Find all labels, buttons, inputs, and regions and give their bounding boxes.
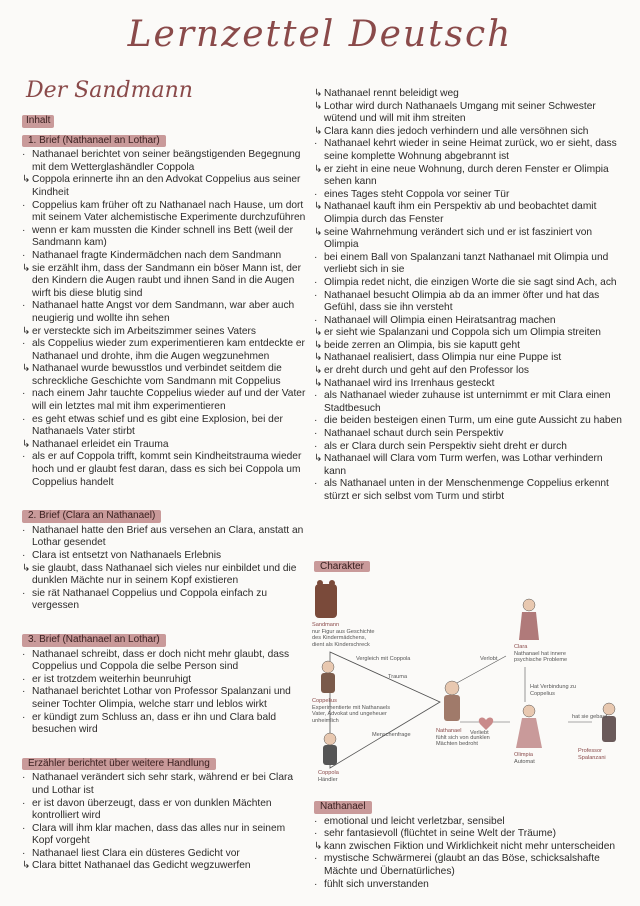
bullet-icon: ↳ — [314, 365, 323, 377]
item-text: als er Clara durch sein Perspektiv sieht dreht er durch — [324, 440, 567, 452]
list-item — [314, 428, 624, 441]
list-item — [22, 550, 306, 563]
list-item — [314, 879, 624, 892]
bullet-icon: · — [22, 338, 26, 350]
item-text: Nathanael will Clara vom Turm werfen, was Lothar verhindern kann — [324, 453, 603, 477]
item-text: Nathanael kehrt wieder in seine Heimat zurück, wo er sieht, dass seine komplette Wohnung abgebrannt ist — [324, 138, 617, 162]
section-heading: Erzähler berichtet über weitere Handlung — [22, 758, 216, 771]
item-text: nach einem Jahr tauchte Coppelius wieder auf und der Vater will ein letztes mal mit ihm experimentieren — [32, 388, 306, 413]
item-text: eines Tages steht Coppola vor seiner Tür — [324, 188, 510, 200]
list-item — [314, 390, 624, 415]
rel-menschenfrage: Menschenfrage — [372, 732, 411, 738]
coppelius-icon — [316, 660, 340, 696]
item-text: Nathanael verändert sich sehr stark, während er bei Clara und Lothar ist — [32, 772, 294, 796]
item-text: Nathanael berichtet von seiner beängstigenden Begegnung mit dem Wetterglashändler Coppola — [32, 149, 301, 173]
item-text: Clara kann dies jedoch verhindern und alle versöhnen sich — [324, 125, 589, 137]
bullet-icon: ↳ — [314, 88, 323, 99]
list-item — [314, 327, 624, 340]
list-item — [314, 816, 624, 829]
coppelius-desc: Experimentierte mit Nathanaels Vater, Advokat und ungeheuer unheimlich — [312, 704, 391, 724]
bullet-icon: ↳ — [314, 377, 323, 389]
coppola-name: Coppola — [318, 770, 339, 776]
bullet-icon: · — [22, 711, 26, 723]
bullet-icon: · — [22, 199, 26, 211]
list-item — [314, 841, 624, 854]
list-item — [22, 823, 306, 848]
item-text: Lothar wird durch Nathanaels Umgang mit seiner Schwester wütend und will mit ihm streiten — [324, 100, 596, 125]
bullet-icon: ↳ — [314, 339, 323, 351]
item-text: Nathanael hatte Angst vor dem Sandmann, war aber auch neugierig und wollte ihn sehen — [32, 300, 295, 324]
bullet-icon: · — [22, 822, 26, 834]
list-item — [314, 441, 624, 454]
item-text: Nathanael besucht Olimpia ab da an immer öfter und hat das Gefühl, dass sie ihn versteht — [324, 289, 600, 314]
sandmann-caption — [312, 622, 376, 648]
item-text: als Nathanael wieder zuhause ist unternimmt er mit Clara einen Stadtbesuch — [324, 390, 611, 414]
item-text: Clara will ihm klar machen, dass das alles nur in seinem Kopf vorgeht — [32, 822, 286, 847]
bullet-icon: · — [314, 314, 318, 326]
list-item — [22, 388, 306, 413]
list-item — [22, 451, 306, 489]
bullet-icon: · — [314, 138, 318, 150]
bullet-icon: ↳ — [314, 352, 323, 364]
list-item — [314, 378, 624, 391]
bullet-icon: · — [314, 815, 318, 827]
bullet-icon: · — [314, 276, 318, 288]
item-text: Nathanael fragte Kindermädchen nach dem Sandmann — [32, 249, 282, 261]
clara-name: Clara — [514, 644, 528, 650]
inhalt-label: Inhalt — [22, 115, 54, 128]
bullet-icon: ↳ — [314, 100, 323, 112]
coppelius-caption — [312, 698, 392, 724]
bullet-icon: · — [314, 415, 318, 427]
list-item — [22, 363, 306, 388]
list-item — [22, 588, 306, 613]
list-item — [22, 326, 306, 339]
item-text: Nathanael wurde bewusstlos und verbindet seitdem die schreckliche Geschichte vom Sandmann mit Coppelius — [32, 363, 282, 387]
rel-verlobt: Verlobt — [480, 656, 498, 662]
spalanzani-icon — [596, 702, 622, 744]
spacer — [22, 737, 306, 753]
bullet-icon: ↳ — [314, 453, 323, 465]
bullet-icon: · — [314, 878, 318, 890]
item-text: Nathanael schaut durch sein Perspektiv — [324, 428, 504, 440]
item-text: Nathanael schreibt, dass er doch nicht mehr glaubt, dass Coppelius und Coppola die selbe Person sind — [32, 648, 290, 673]
spacer — [22, 489, 306, 505]
bullet-icon: ↳ — [314, 840, 323, 852]
item-text: Nathanael realisiert, dass Olimpia nur eine Puppe ist — [324, 352, 562, 364]
rel-trauma: Trauma — [388, 674, 408, 680]
work-title: Der Sandmann — [26, 78, 193, 103]
bullet-icon: ↳ — [22, 174, 31, 186]
coppola-desc: Händler — [318, 776, 338, 783]
bullet-icon: · — [22, 673, 26, 685]
left-column — [22, 110, 306, 873]
section-heading: 2. Brief (Clara an Nathanael) — [22, 510, 161, 523]
bullet-icon: · — [314, 828, 318, 840]
item-text: Nathanael erleidet ein Trauma — [32, 438, 169, 450]
page-title: Lernzettel Deutsch — [127, 14, 513, 55]
item-text: sehr fantasievoll (flüchtet in seine Welt der Träume) — [324, 828, 556, 840]
olimpia-desc: Automat — [514, 758, 535, 765]
list-item — [22, 250, 306, 263]
nathanael-traits — [314, 816, 624, 892]
bullet-icon: ↳ — [314, 163, 323, 175]
list-item — [314, 453, 624, 478]
bullet-icon: ↳ — [22, 262, 31, 274]
list-item — [314, 290, 624, 315]
item-text: seine Wahrnehmung verändert sich und er ist fasziniert von Olimpia — [324, 226, 593, 251]
item-text: er versteckte sich im Arbeitszimmer seines Vaters — [32, 325, 256, 337]
item-text: er sieht wie Spalanzani und Coppola sich um Olimpia streiten — [324, 327, 601, 339]
item-text: fühlt sich unverstanden — [324, 878, 429, 890]
sandmann-name: Sandmann — [312, 622, 340, 628]
list-item — [314, 126, 624, 139]
list-item — [314, 277, 624, 290]
item-text: Clara ist entsetzt von Nathanaels Erlebnis — [32, 550, 222, 561]
bullet-icon: · — [314, 289, 318, 301]
bullet-icon: · — [314, 251, 318, 263]
item-text: Nathanael will Olimpia einen Heiratsantrag machen — [324, 314, 556, 326]
bullet-icon: ↳ — [314, 226, 323, 238]
bullet-icon: · — [314, 853, 318, 865]
bullet-icon: · — [22, 249, 26, 261]
list-item — [22, 649, 306, 674]
list-item — [22, 263, 306, 301]
coppelius-name: Coppelius — [312, 698, 337, 704]
list-item — [22, 174, 306, 199]
list-item — [314, 189, 624, 202]
list-item — [22, 225, 306, 250]
list-item — [314, 164, 624, 189]
bullet-icon: · — [314, 478, 318, 490]
rel-gebaut: hat sie gebaut — [572, 714, 608, 720]
item-text: er zieht in eine neue Wohnung, durch deren Fenster er Olimpia sehen kann — [324, 163, 609, 188]
bullet-icon: ↳ — [314, 327, 323, 339]
item-text: kann zwischen Fiktion und Wirklichkeit nicht mehr unterscheiden — [324, 840, 616, 852]
nathanael-desc: fühlt sich von dunklen Mächten bedroht — [436, 734, 490, 748]
list-item — [22, 300, 306, 325]
bullet-icon: · — [22, 772, 26, 784]
right-column — [314, 88, 624, 504]
list-item — [22, 848, 306, 861]
spalanzani-caption — [578, 748, 630, 761]
list-item — [22, 686, 306, 711]
item-text: als Coppelius wieder zum experimentieren kam entdeckte er Nathanael und drohte, ihm die Augen wegzunehmen — [32, 338, 305, 362]
list-item — [314, 828, 624, 841]
item-text: Nathanael berichtet Lothar von Professor Spalanzani und seiner Tochter Olimpia, welche starr und leblos wirkt — [32, 686, 291, 710]
item-text: sie glaubt, dass Nathanael sich vieles nur einbildet und die dunklen Mächte nur in seinem Kopf existieren — [32, 562, 297, 587]
bullet-icon: ↳ — [22, 438, 31, 450]
bullet-icon: ↳ — [22, 860, 31, 872]
bullet-icon: · — [22, 451, 26, 463]
list-item — [314, 315, 624, 328]
charakter-label: Charakter — [314, 561, 370, 572]
section-heading: 1. Brief (Nathanael an Lothar) — [22, 135, 166, 148]
bullet-icon: · — [22, 686, 26, 698]
item-text: Nathanael rennt beleidigt weg — [324, 88, 459, 99]
list-item — [22, 149, 306, 174]
item-text: beide zerren an Olimpia, bis sie kaputt geht — [324, 339, 520, 351]
item-text: emotional und leicht verletzbar, sensibel — [324, 815, 505, 827]
item-text: Nathanael kauft ihm ein Perspektiv ab und beobachtet damit Olimpia durch das Fenster — [324, 201, 597, 225]
list-item — [314, 352, 624, 365]
list-item — [22, 525, 306, 550]
item-text: Coppelius kam früher oft zu Nathanael nach Hause, um dort mit seinem Vater alchemistische Experimente durchzuführen — [32, 199, 306, 224]
coppola-icon — [318, 732, 342, 768]
bullet-icon: · — [22, 587, 26, 599]
list-item — [22, 674, 306, 687]
rel-verliebt: Verliebt — [470, 730, 489, 736]
bullet-icon: · — [22, 388, 26, 400]
olimpia-caption — [514, 752, 564, 765]
item-text: sie rät Nathanael Coppelius und Coppola einfach zu vergessen — [32, 587, 268, 612]
item-text: Coppola erinnerte ihn an den Advokat Coppelius aus seiner Kindheit — [32, 174, 301, 198]
bullet-icon: · — [22, 648, 26, 660]
bullet-icon: · — [22, 300, 26, 312]
bullet-icon: · — [314, 390, 318, 402]
list-item — [22, 439, 306, 452]
spacer — [22, 613, 306, 629]
bullet-icon: ↳ — [22, 562, 31, 574]
list-item — [314, 252, 624, 277]
spalanzani-name: Professor Spalanzani — [578, 748, 606, 761]
list-item — [314, 365, 624, 378]
list-item — [314, 88, 624, 101]
list-item — [22, 798, 306, 823]
list-item — [22, 860, 306, 873]
section-heading: 3. Brief (Nathanael an Lothar) — [22, 634, 166, 647]
item-text: als Nathanael unten in der Menschenmenge Coppelius erkennt stürzt er sich selbst vom Turm und stirbt — [324, 478, 609, 502]
bullet-icon: ↳ — [314, 125, 323, 137]
bullet-icon: · — [22, 797, 26, 809]
bullet-icon: ↳ — [314, 201, 323, 213]
left-sections — [22, 130, 306, 873]
item-text: sie erzählt ihm, dass der Sandmann ein böser Mann ist, der den Kindern die Augen raubt und ihnen Sand in die Augen wirft bis diese blutig sind — [32, 262, 301, 299]
list-item — [22, 200, 306, 225]
list-item — [314, 415, 624, 428]
nathanael-section — [314, 796, 624, 891]
clara-icon — [516, 598, 542, 642]
list-item — [314, 138, 624, 163]
olimpia-icon — [514, 704, 544, 750]
list-item — [22, 338, 306, 363]
item-text: als er auf Coppola trifft, kommt sein Kindheitstrauma wieder hoch und er glaubt fest daran, dass es sich bei Coppola um Coppelius handelt — [32, 451, 302, 488]
rel-verbindung: Hat Verbindung zu Coppelius — [530, 684, 577, 697]
sandmann-icon — [312, 578, 340, 618]
bullet-icon: · — [22, 413, 26, 425]
clara-desc: Nathanael hat innere psychische Probleme — [514, 650, 568, 664]
item-text: Olimpia redet nicht, die einzigen Worte die sie sagt sind Ach, ach — [324, 276, 617, 288]
nathanael-name: Nathanael — [436, 728, 462, 734]
list-item — [314, 340, 624, 353]
olimpia-name: Olimpia — [514, 752, 533, 758]
clara-caption — [514, 644, 584, 664]
item-text: er dreht durch und geht auf den Professor los — [324, 365, 530, 377]
nathanael-icon — [438, 680, 466, 724]
bullet-icon: ↳ — [22, 363, 31, 375]
list-item — [314, 853, 624, 878]
bullet-icon: · — [314, 440, 318, 452]
nathanael-label: Nathanael — [314, 801, 372, 814]
item-text: Clara bittet Nathanael das Gedicht wegzuwerfen — [32, 860, 251, 872]
item-text: er kündigt zum Schluss an, dass er ihn und Clara bald besuchen wird — [32, 711, 277, 736]
list-item — [22, 563, 306, 588]
item-text: es geht etwas schief und es gibt eine Explosion, bei der Nathanaels Vater stirbt — [32, 413, 283, 438]
coppola-caption — [318, 770, 358, 783]
rel-vergleich: Vergleich mit Coppola — [356, 656, 411, 662]
list-item — [22, 414, 306, 439]
character-diagram — [310, 572, 630, 794]
list-item — [22, 772, 306, 797]
bullet-icon: · — [22, 847, 26, 859]
bullet-icon: · — [314, 428, 318, 440]
bullet-icon: · — [314, 188, 318, 200]
item-text: er ist trotzdem weiterhin beunruhigt — [32, 673, 192, 685]
bullet-icon: · — [22, 550, 26, 561]
bullet-icon: ↳ — [22, 325, 31, 337]
item-text: Nathanael hatte den Brief aus versehen an Clara, anstatt an Lothar gesendet — [32, 524, 304, 549]
bullet-icon: · — [22, 224, 26, 236]
list-item — [314, 101, 624, 126]
item-text: bei einem Ball von Spalanzani tanzt Nathanael mit Olimpia und verliebt sich in sie — [324, 251, 609, 276]
right-items — [314, 88, 624, 504]
item-text: er ist davon überzeugt, dass er von dunklen Mächten kontrolliert wird — [32, 797, 272, 822]
item-text: Nathanael liest Clara ein düsteres Gedicht vor — [32, 847, 240, 859]
list-item — [314, 201, 624, 226]
bullet-icon: · — [22, 524, 26, 536]
list-item — [314, 227, 624, 252]
item-text: Nathanael wird ins Irrenhaus gesteckt — [324, 377, 495, 389]
bullet-icon: · — [22, 149, 26, 161]
item-text: wenn er kam mussten die Kinder schnell ins Bett (weil der Sandmann kam) — [32, 224, 294, 249]
list-item — [22, 712, 306, 737]
item-text: die beiden besteigen einen Turm, um eine gute Aussicht zu haben — [324, 415, 622, 427]
item-text: mystische Schwärmerei (glaubt an das Böse, schicksalshafte Mächte und Übernatürliches) — [324, 853, 600, 877]
sandmann-desc: nur Figur aus Geschichte des Kindermädchens, dient als Kinderschreck — [312, 628, 375, 648]
list-item — [314, 478, 624, 503]
